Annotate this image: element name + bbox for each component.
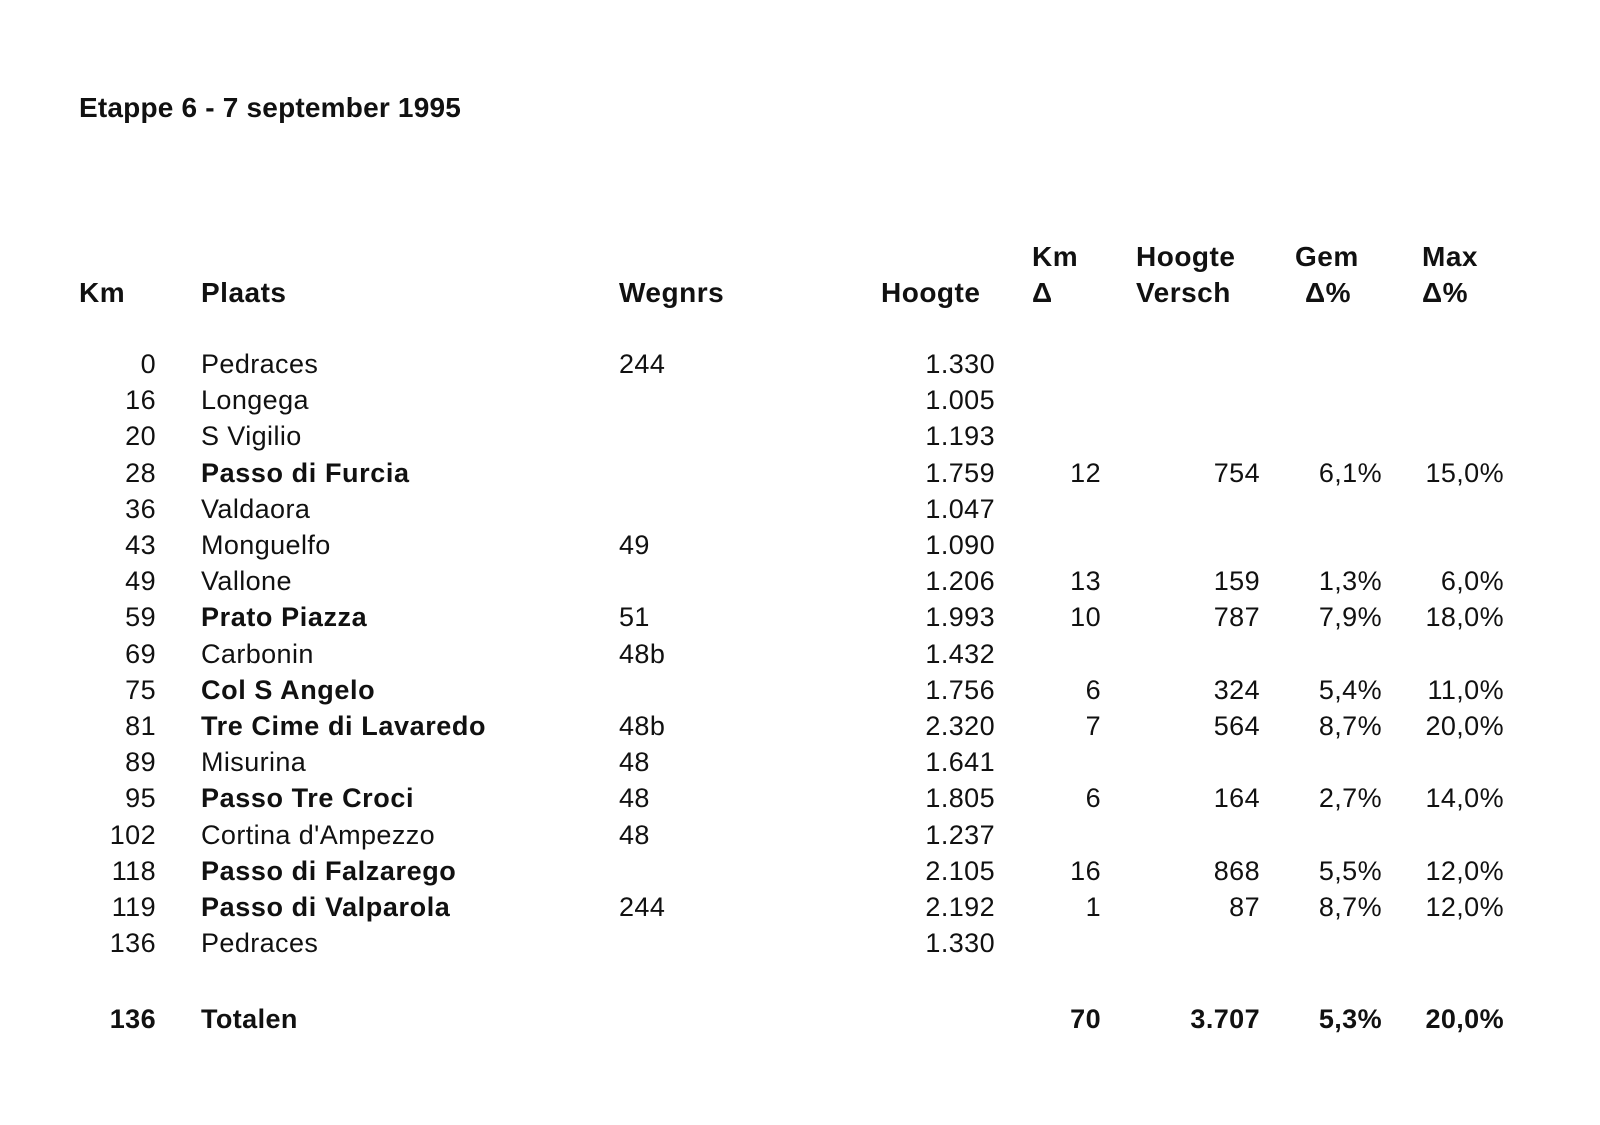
row-gem: 8,7%	[1318, 711, 1382, 741]
row-km: 81	[125, 711, 156, 741]
row-hoogte: 1.206	[925, 566, 995, 596]
row-km: 69	[125, 639, 156, 669]
row-plaats: Prato Piazza	[201, 602, 368, 632]
header-hoogte-versch-line2: Versch	[1136, 277, 1231, 308]
row-km-delta: 10	[1070, 602, 1101, 632]
row-gem: 6,1%	[1318, 458, 1382, 488]
row-plaats: Longega	[201, 385, 309, 415]
row-wegnr: 48b	[619, 639, 666, 669]
row-hoogte: 1.193	[925, 421, 995, 451]
row-km: 20	[125, 421, 156, 451]
row-km: 118	[111, 856, 156, 886]
table-row	[0, 455, 1600, 491]
row-km: 0	[140, 349, 156, 379]
row-km: 28	[125, 458, 156, 488]
row-plaats: Valdaora	[201, 494, 311, 524]
row-plaats: Passo di Valparola	[201, 892, 451, 922]
row-max: 6,0%	[1440, 566, 1504, 596]
row-plaats: Tre Cime di Lavaredo	[201, 711, 487, 741]
header-hoogte-versch-line1: Hoogte	[1136, 241, 1236, 272]
header-plaats: Plaats	[201, 277, 287, 308]
row-km-delta: 7	[1085, 711, 1101, 741]
row-km-delta: 16	[1070, 856, 1101, 886]
row-hoogte: 1.005	[925, 385, 995, 415]
row-gem: 1,3%	[1318, 566, 1382, 596]
total-label: Totalen	[201, 1004, 298, 1034]
row-hoogte-versch: 87	[1229, 892, 1260, 922]
table-row	[0, 925, 1600, 961]
row-hoogte: 2.192	[925, 892, 995, 922]
row-hoogte: 1.805	[925, 783, 995, 813]
row-max: 18,0%	[1425, 602, 1504, 632]
row-max: 12,0%	[1425, 856, 1504, 886]
row-gem: 2,7%	[1318, 783, 1382, 813]
table-row	[0, 817, 1600, 853]
row-km-delta: 6	[1085, 783, 1101, 813]
header-km: Km	[79, 277, 126, 308]
row-hoogte: 1.330	[925, 349, 995, 379]
row-plaats: Pedraces	[201, 349, 319, 379]
row-max: 15,0%	[1425, 458, 1504, 488]
row-gem: 8,7%	[1318, 892, 1382, 922]
row-hoogte: 1.756	[925, 675, 995, 705]
row-km: 89	[125, 747, 156, 777]
table-row	[0, 491, 1600, 527]
row-km: 75	[125, 675, 156, 705]
row-max: 14,0%	[1425, 783, 1504, 813]
header-wegnrs: Wegnrs	[619, 277, 725, 308]
table-row	[0, 744, 1600, 780]
header-km-delta-line2: Δ	[1032, 277, 1053, 308]
row-hoogte: 1.047	[925, 494, 995, 524]
row-plaats: Pedraces	[201, 928, 319, 958]
row-km-delta: 1	[1085, 892, 1101, 922]
header-max-line2: Δ%	[1422, 277, 1469, 308]
header-hoogte: Hoogte	[881, 277, 981, 308]
header-gem	[1295, 239, 1359, 311]
header-hoogte-versch	[1136, 239, 1235, 311]
total-gem: 5,3%	[1318, 1004, 1382, 1034]
row-hoogte-versch: 324	[1213, 675, 1260, 705]
row-hoogte: 1.759	[925, 458, 995, 488]
table-row	[0, 418, 1600, 454]
row-wegnr: 49	[619, 530, 650, 560]
row-km-delta: 6	[1085, 675, 1101, 705]
header-km-delta-line1: Km	[1032, 241, 1079, 272]
table-row	[0, 853, 1600, 889]
row-plaats: Vallone	[201, 566, 292, 596]
row-km: 16	[125, 385, 156, 415]
row-gem: 5,5%	[1318, 856, 1382, 886]
row-hoogte: 2.105	[925, 856, 995, 886]
row-hoogte-versch: 754	[1213, 458, 1260, 488]
row-hoogte: 1.090	[925, 530, 995, 560]
row-hoogte-versch: 164	[1213, 783, 1260, 813]
row-hoogte-versch: 159	[1213, 566, 1260, 596]
row-hoogte: 1.641	[925, 747, 995, 777]
row-km-delta: 12	[1070, 458, 1101, 488]
row-max: 11,0%	[1427, 675, 1504, 705]
row-km-delta: 13	[1070, 566, 1101, 596]
header-max-line1: Max	[1422, 241, 1478, 272]
row-plaats: Passo di Furcia	[201, 458, 410, 488]
row-hoogte-versch: 787	[1213, 602, 1260, 632]
row-km: 43	[125, 530, 156, 560]
table-row	[0, 889, 1600, 925]
row-wegnr: 48	[619, 783, 650, 813]
row-gem: 5,4%	[1318, 675, 1382, 705]
row-hoogte: 1.432	[925, 639, 995, 669]
row-max: 12,0%	[1425, 892, 1504, 922]
table-row	[0, 346, 1600, 382]
row-wegnr: 51	[619, 602, 650, 632]
row-plaats: Col S Angelo	[201, 675, 376, 705]
row-wegnr: 48	[619, 820, 650, 850]
row-km: 95	[125, 783, 156, 813]
row-hoogte: 1.237	[925, 820, 995, 850]
row-hoogte-versch: 868	[1213, 856, 1260, 886]
total-km-delta: 70	[1070, 1004, 1101, 1034]
row-wegnr: 244	[619, 892, 666, 922]
row-km: 36	[125, 494, 156, 524]
header-gem-line1: Gem	[1295, 241, 1359, 272]
table-row	[0, 708, 1600, 744]
header-gem-line2: Δ%	[1305, 277, 1352, 308]
row-plaats: Carbonin	[201, 639, 314, 669]
page-title: Etappe 6 - 7 september 1995	[79, 92, 462, 123]
table-row	[0, 382, 1600, 418]
row-wegnr: 48	[619, 747, 650, 777]
table-row	[0, 636, 1600, 672]
row-wegnr: 244	[619, 349, 666, 379]
table-row	[0, 599, 1600, 635]
total-km: 136	[109, 1004, 156, 1034]
table-row	[0, 527, 1600, 563]
row-max: 20,0%	[1425, 711, 1504, 741]
row-plaats: S Vigilio	[201, 421, 302, 451]
row-km: 119	[111, 892, 156, 922]
row-km: 59	[125, 602, 156, 632]
row-hoogte: 1.993	[925, 602, 995, 632]
row-plaats: Passo Tre Croci	[201, 783, 415, 813]
row-km: 49	[125, 566, 156, 596]
row-km: 102	[109, 820, 156, 850]
total-max: 20,0%	[1425, 1004, 1504, 1034]
table-row	[0, 672, 1600, 708]
row-plaats: Cortina d'Ampezzo	[201, 820, 436, 850]
total-hoogte-versch: 3.707	[1190, 1004, 1260, 1034]
row-hoogte: 1.330	[925, 928, 995, 958]
totals-row	[0, 1001, 1600, 1037]
row-plaats: Misurina	[201, 747, 307, 777]
row-hoogte: 2.320	[925, 711, 995, 741]
row-plaats: Passo di Falzarego	[201, 856, 457, 886]
table-row	[0, 563, 1600, 599]
header-max	[1422, 239, 1478, 311]
row-plaats: Monguelfo	[201, 530, 331, 560]
row-wegnr: 48b	[619, 711, 666, 741]
table-row	[0, 780, 1600, 816]
row-km: 136	[109, 928, 156, 958]
header-km-delta	[1032, 239, 1078, 311]
row-hoogte-versch: 564	[1213, 711, 1260, 741]
row-gem: 7,9%	[1318, 602, 1382, 632]
